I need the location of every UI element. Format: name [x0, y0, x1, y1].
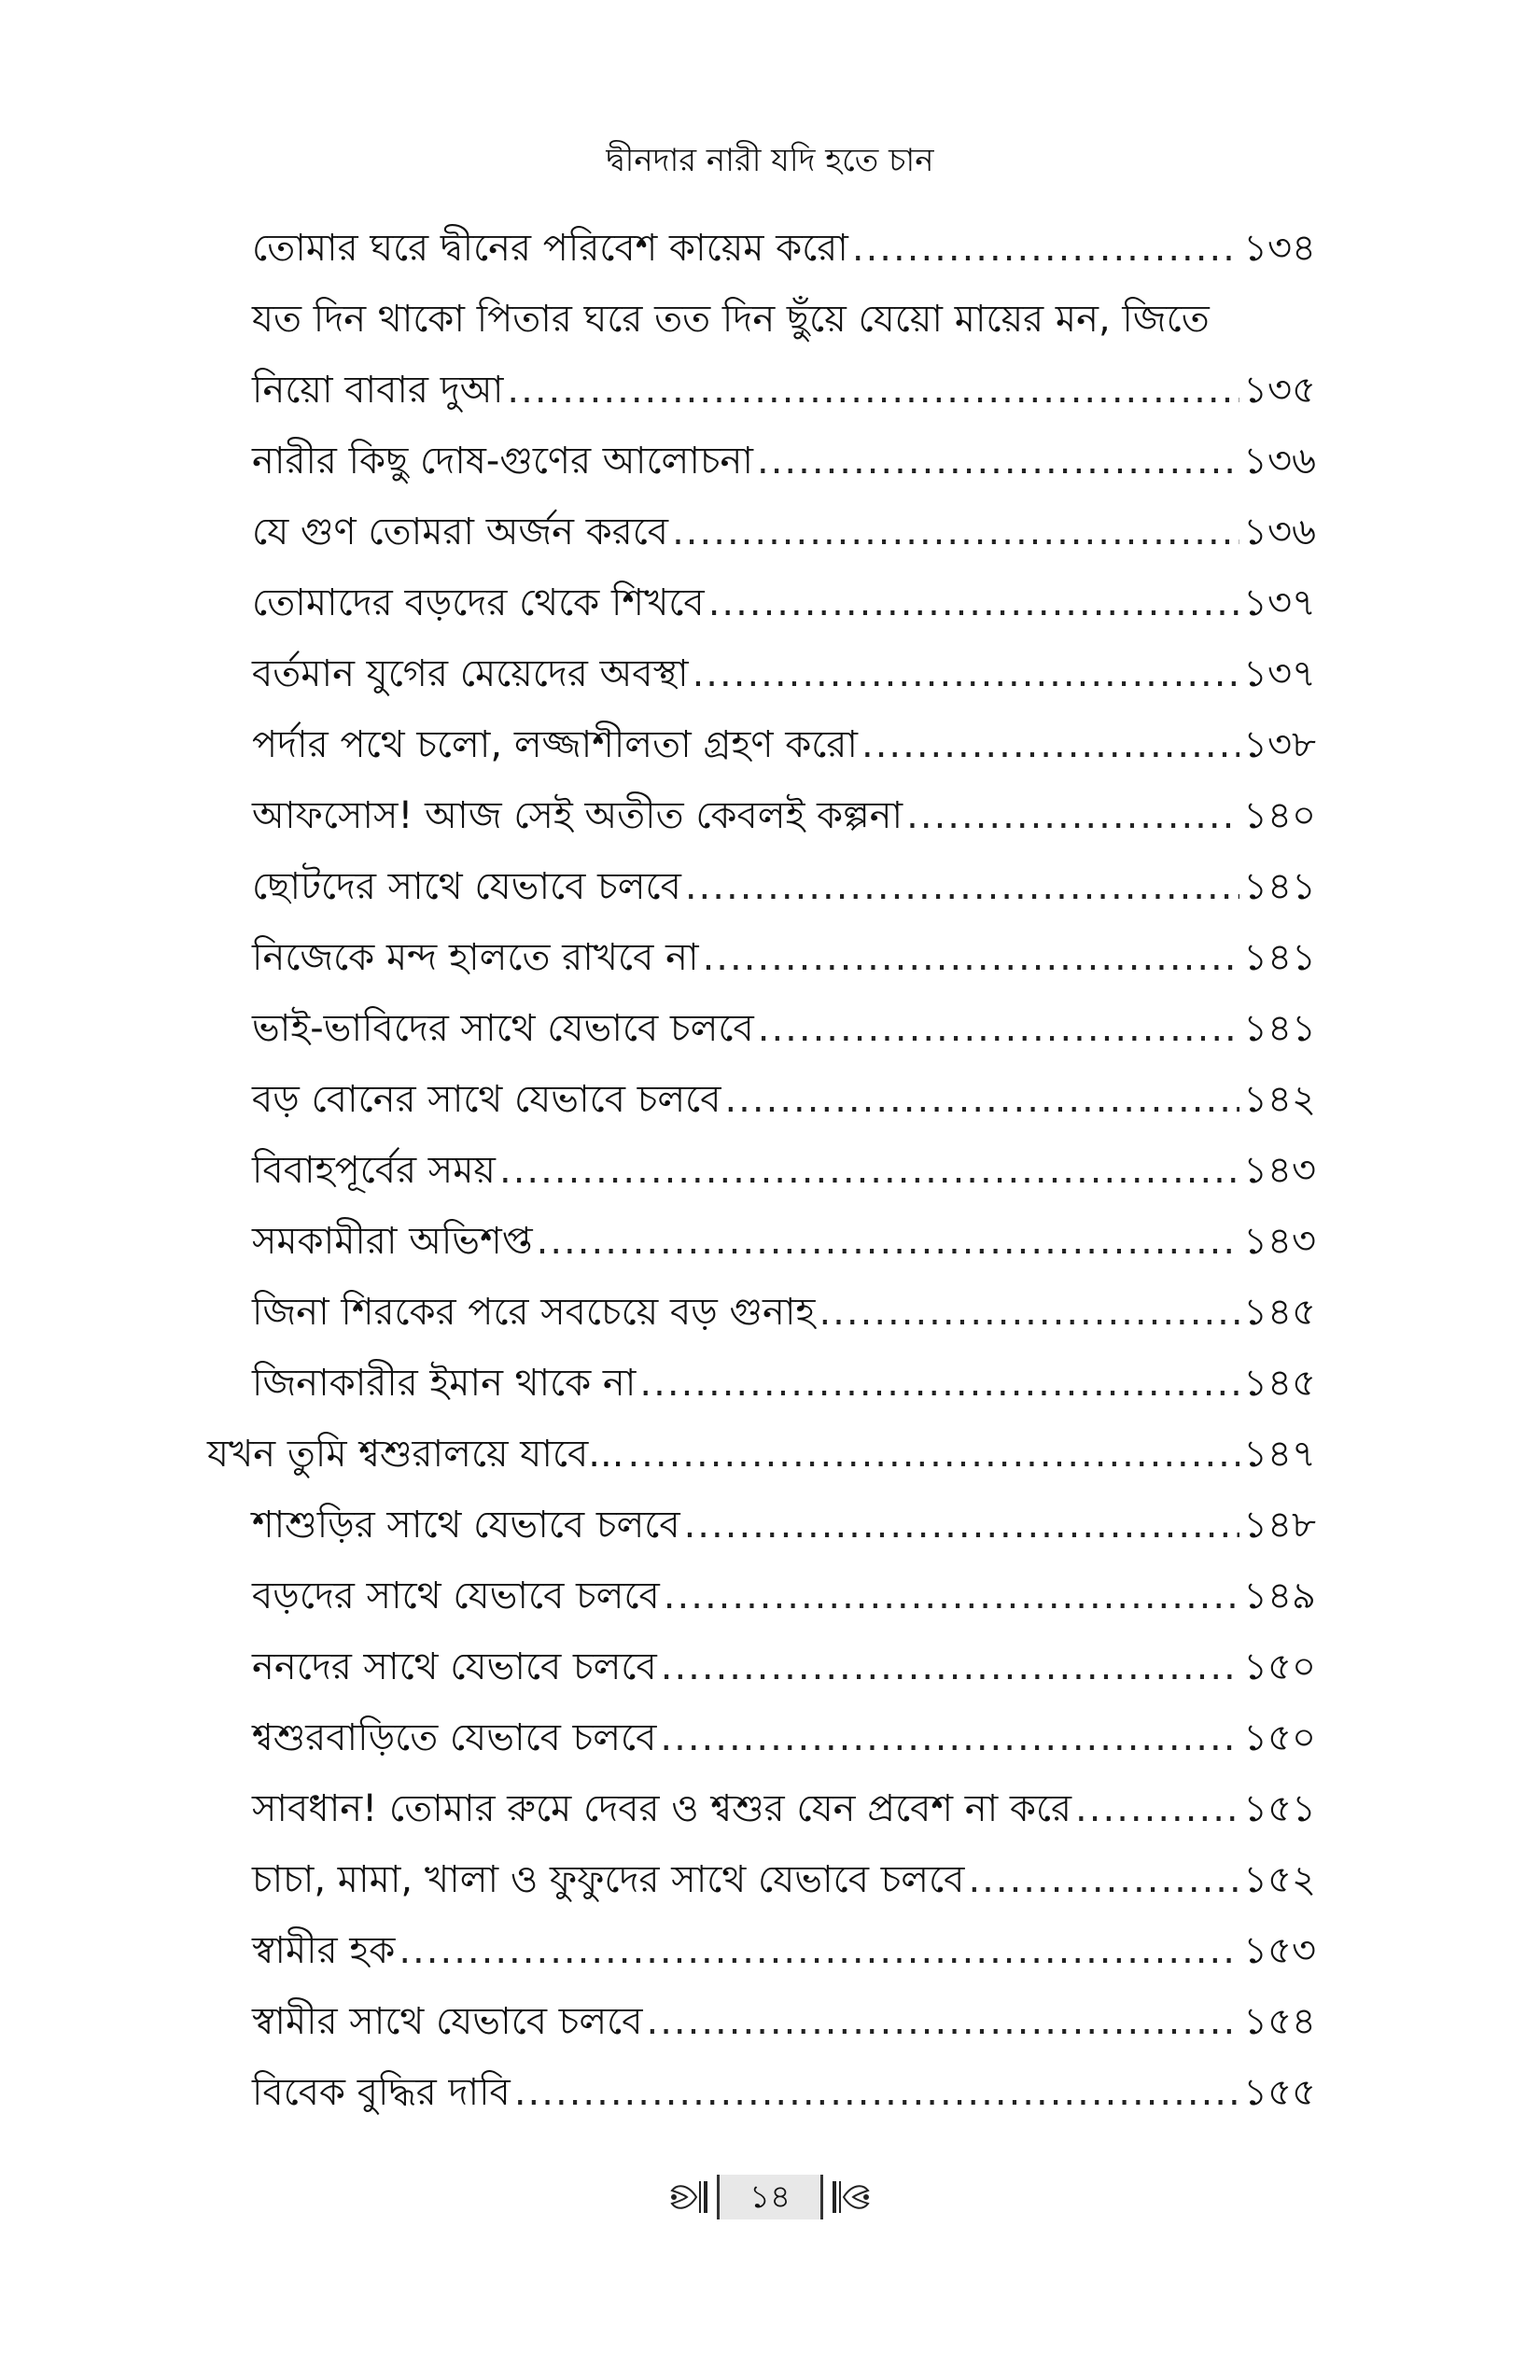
toc-entry-page: ১৩৬: [1243, 440, 1316, 483]
toc-entry-title: শ্বশুরবাড়িতে যেভাবে চলবে: [252, 1716, 657, 1759]
toc-entry-title: চাচা, মামা, খালা ও ফুফুদের সাথে যেভাবে চলবে: [252, 1858, 965, 1901]
toc-entry-page: ১৩৫: [1243, 369, 1316, 412]
toc-entry-title: বড় বোনের সাথে যেভাবে চলবে: [252, 1078, 721, 1121]
toc-entry-page: ১৪১: [1243, 1007, 1316, 1050]
toc-entry: [0, 1064, 1540, 1135]
toc-entry-title: ছোটদের সাথে যেভাবে চলবে: [252, 865, 681, 908]
toc-entry-page: ১৪৮: [1243, 1504, 1316, 1547]
toc-entry: [0, 851, 1540, 922]
toc-entry-title: তোমাদের বড়দের থেকে শিখবে: [252, 581, 705, 624]
dot-leader: [507, 355, 1239, 426]
toc-entry-page: ১৫০: [1243, 1645, 1316, 1688]
toc-entry-title: জিনাকারীর ইমান থাকে না: [252, 1362, 637, 1405]
dot-leader: [1075, 1773, 1239, 1844]
dot-leader: [724, 1064, 1239, 1135]
dot-leader: [646, 1986, 1239, 2057]
toc-entry-title: স্বামীর সাথে যেভাবে চলবে: [252, 2000, 643, 2043]
toc-entry: [0, 709, 1540, 780]
toc-entry-title: জিনা শিরকের পরে সবচেয়ে বড় গুনাহ: [252, 1291, 816, 1334]
dot-leader: [906, 780, 1239, 851]
toc-entry-title: যখন তুমি শ্বশুরালয়ে যাবে...: [207, 1433, 624, 1476]
running-title: দ্বীনদার নারী যদি হতে চান: [606, 142, 934, 179]
dot-leader: [660, 1702, 1239, 1773]
toc-entry: [0, 780, 1540, 851]
toc-entry-title: ভাই-ভাবিদের সাথে যেভাবে চলবে: [252, 1007, 754, 1050]
toc-entry-title: বর্তমান যুগের মেয়েদের অবস্থা: [252, 652, 689, 695]
dot-leader: [758, 993, 1239, 1064]
dot-leader: [819, 1277, 1239, 1348]
toc-entry: [0, 1206, 1540, 1277]
toc-entry-page: ১৫৫: [1243, 2071, 1316, 2114]
dot-leader: [685, 851, 1239, 922]
toc-entry: [0, 1844, 1540, 1915]
toc-entry: [0, 1490, 1540, 1561]
toc-entry-page: ১৫২: [1243, 1858, 1316, 1901]
page-footer: [0, 2167, 1540, 2227]
toc-entry-page: ১৪৩: [1243, 1149, 1316, 1192]
toc-entry-page: ১৪৭: [1243, 1433, 1316, 1476]
toc-entry: [0, 1135, 1540, 1206]
toc-entry-title: নারীর কিছু দোষ-গুণের আলোচনা: [252, 440, 753, 483]
toc-entry-page: ১৪১: [1243, 865, 1316, 908]
toc-entry-title: তোমার ঘরে দ্বীনের পরিবেশ কায়েম করো: [252, 227, 848, 270]
toc-entry-title: নিয়ো বাবার দুআ: [252, 369, 504, 412]
toc-entry-title-line1: যত দিন থাকো পিতার ঘরে তত দিন ছুঁয়ে যেয়ো মায়ের মন, জিতে: [252, 298, 1210, 341]
toc-entry-title: আফসোস! আজ সেই অতীত কেবলই কল্পনা: [252, 794, 903, 837]
toc-entry-page: ১৪৫: [1243, 1291, 1316, 1334]
dot-leader: [693, 638, 1239, 709]
toc-entry-page: ১৩৭: [1243, 652, 1316, 695]
toc-entry-title: বড়দের সাথে যেভাবে চলবে: [252, 1575, 660, 1617]
toc-entry-title: শাশুড়ির সাথে যেভাবে চলবে: [252, 1504, 680, 1547]
toc-entry-page: ১৩৬: [1243, 511, 1316, 553]
dot-leader: [639, 1348, 1239, 1419]
toc-entry: [0, 567, 1540, 638]
toc-entry-page: ১৪৩: [1243, 1220, 1316, 1263]
dot-leader: [627, 1419, 1239, 1490]
toc-entry: [0, 922, 1540, 993]
toc-entry-title: বিবেক বুদ্ধির দাবি: [252, 2071, 511, 2114]
dot-leader: [852, 213, 1239, 284]
dot-leader: [399, 1915, 1239, 1986]
toc-entry: [0, 1702, 1540, 1773]
toc-entry-page: ১৪১: [1243, 936, 1316, 979]
toc-entry-page: ১৫১: [1243, 1787, 1316, 1830]
dot-leader: [861, 709, 1239, 780]
dot-leader: [708, 567, 1239, 638]
running-header: [0, 138, 1540, 183]
toc-entry: [0, 1631, 1540, 1702]
toc-entry-title: সমকামীরা অভিশপ্ত: [252, 1220, 533, 1263]
toc-entry: [0, 1915, 1540, 1986]
dot-leader: [661, 1631, 1239, 1702]
toc-entry: [0, 638, 1540, 709]
toc-entry-page: ১৪৫: [1243, 1362, 1316, 1405]
toc-entry: [0, 993, 1540, 1064]
toc-entry-page: ১৫৪: [1243, 2000, 1316, 2043]
toc-entry-title: নিজেকে মন্দ হালতে রাখবে না: [252, 936, 699, 979]
toc-entry: [0, 1348, 1540, 1419]
dot-leader: [684, 1490, 1240, 1561]
toc-entry-page: ১৫৩: [1243, 1929, 1316, 1972]
toc-entry: [0, 1277, 1540, 1348]
toc-chapter-entry: [0, 1419, 1540, 1490]
toc-entry: [0, 2057, 1540, 2128]
dot-leader: [757, 426, 1239, 497]
toc-entry: [0, 284, 1540, 426]
toc-entry-page: ১৪৯: [1243, 1575, 1316, 1617]
toc-entry-page: ১৪০: [1243, 794, 1316, 837]
toc-entry-page: ১৪২: [1243, 1078, 1316, 1121]
toc-entry: [0, 1986, 1540, 2057]
toc-entry-page: ১৩৮: [1243, 723, 1316, 766]
toc-entry-page: ১৫০: [1243, 1716, 1316, 1759]
toc-entry: [0, 213, 1540, 284]
toc-entry-page: ১৩৪: [1243, 227, 1316, 270]
toc-entry: [0, 497, 1540, 567]
dot-leader: [514, 2057, 1239, 2128]
toc-entry-title: বিবাহপূর্বের সময়: [252, 1149, 496, 1192]
page-number: ১৪: [717, 2175, 823, 2219]
dot-leader: [968, 1844, 1239, 1915]
toc-entry-title: যে গুণ তোমরা অর্জন করবে: [252, 511, 669, 553]
floral-ornament-right-icon: [831, 2174, 877, 2220]
toc-entry: [0, 1561, 1540, 1631]
dot-leader: [499, 1135, 1239, 1206]
toc-entry-title: পর্দার পথে চলো, লজ্জাশীলতা গ্রহণ করো: [252, 723, 858, 766]
floral-ornament-left-icon: [663, 2174, 709, 2220]
dot-leader: [537, 1206, 1239, 1277]
dot-leader: [664, 1561, 1239, 1631]
toc-entry: [0, 1773, 1540, 1844]
dot-leader: [703, 922, 1240, 993]
dot-leader: [672, 497, 1239, 567]
table-of-contents: [0, 213, 1540, 2128]
toc-entry-page: ১৩৭: [1243, 581, 1316, 624]
toc-entry-title: সাবধান! তোমার রুমে দেবর ও শ্বশুর যেন প্রবেশ না করে: [252, 1787, 1072, 1830]
toc-entry-title: ননদের সাথে যেভাবে চলবে: [252, 1645, 657, 1688]
toc-entry: [0, 426, 1540, 497]
toc-entry-title: স্বামীর হক: [252, 1929, 396, 1972]
